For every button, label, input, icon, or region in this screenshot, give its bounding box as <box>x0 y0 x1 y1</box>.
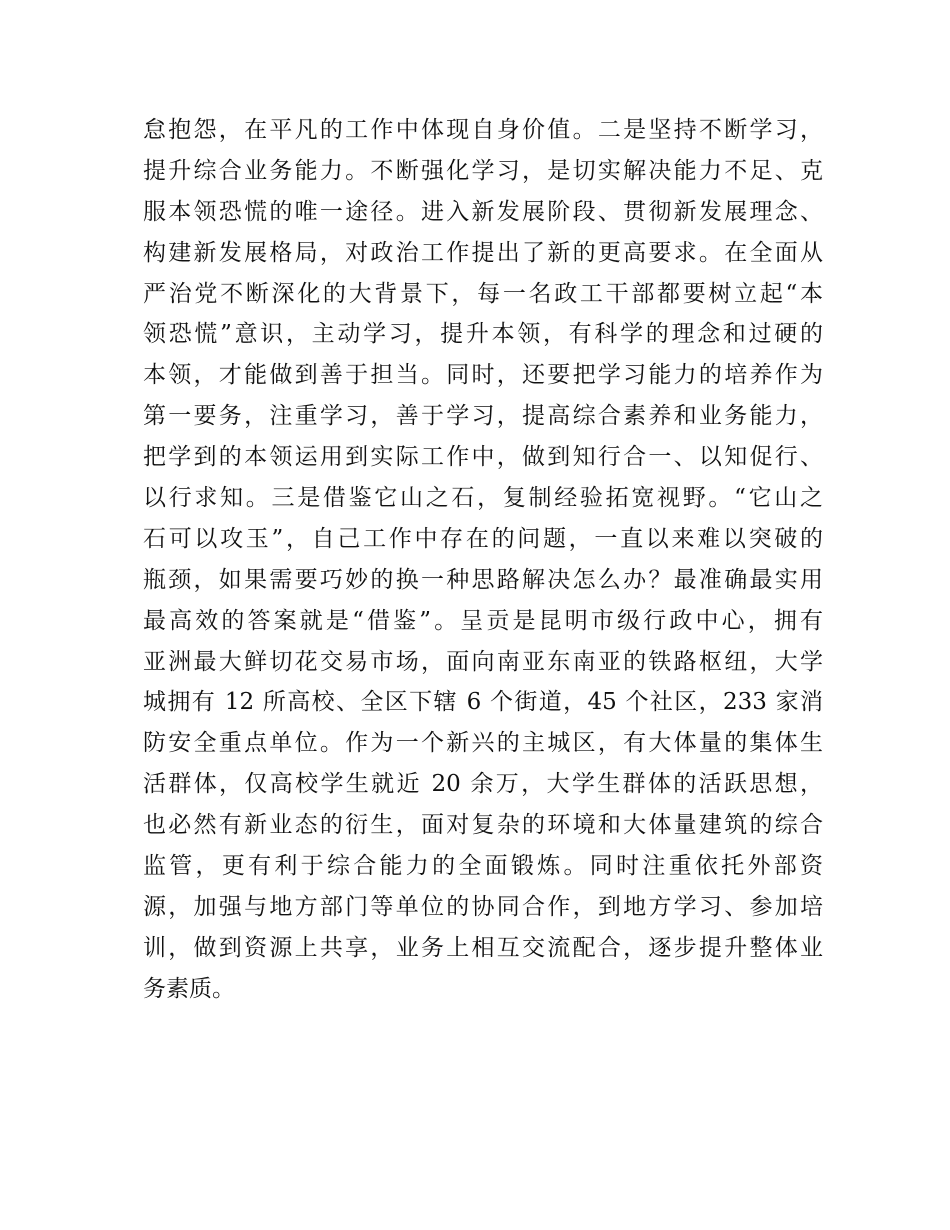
text-line: 领恐慌”意识，主动学习，提升本领，有科学的理念和过硬的 <box>143 321 823 348</box>
text-line: 源，加强与地方部门等单位的协同合作，到地方学习、参加培 <box>143 893 823 920</box>
text-line: 石可以攻玉”，自己工作中存在的问题，一直以来难以突破的 <box>143 525 823 552</box>
text-line: 最高效的答案就是“借鉴”。呈贡是昆明市级行政中心，拥有 <box>143 607 823 634</box>
text-line: 提升综合业务能力。不断强化学习，是切实解决能力不足、克 <box>143 157 823 184</box>
text-line: 训，做到资源上共享，业务上相互交流配合，逐步提升整体业 <box>143 934 823 961</box>
text-line: 本领，才能做到善于担当。同时，还要把学习能力的培养作为 <box>143 362 823 389</box>
text-line: 亚洲最大鲜切花交易市场，面向南亚东南亚的铁路枢纽，大学 <box>143 648 823 675</box>
text-line: 把学到的本领运用到实际工作中，做到知行合一、以知促行、 <box>143 444 823 471</box>
text-line: 也必然有新业态的衍生，面对复杂的环境和大体量建筑的综合 <box>143 812 823 839</box>
text-line: 怠抱怨，在平凡的工作中体现自身价值。二是坚持不断学习， <box>143 117 823 143</box>
text-line: 构建新发展格局，对政治工作提出了新的更高要求。在全面从 <box>143 239 823 266</box>
body-paragraph <box>143 110 823 1010</box>
text-line: 城拥有 12 所高校、全区下辖 6 个街道，45 个社区，233 家消 <box>143 689 823 716</box>
text-line: 以行求知。三是借鉴它山之石，复制经验拓宽视野。“它山之 <box>143 485 823 512</box>
text-line: 严治党不断深化的大背景下，每一名政工干部都要树立起“本 <box>143 280 823 307</box>
text-line: 活群体，仅高校学生就近 20 余万，大学生群体的活跃思想， <box>143 771 823 798</box>
text-line: 第一要务，注重学习，善于学习，提高综合素养和业务能力， <box>143 403 823 430</box>
text-line: 服本领恐慌的唯一途径。进入新发展阶段、贯彻新发展理念、 <box>143 198 823 225</box>
text-line: 监管，更有利于综合能力的全面锻炼。同时注重依托外部资 <box>143 853 823 880</box>
text-line: 瓶颈，如果需要巧妙的换一种思路解决怎么办？最准确最实用 <box>143 566 823 593</box>
text-line: 防安全重点单位。作为一个新兴的主城区，有大体量的集体生 <box>143 730 823 757</box>
text-line: 务素质。 <box>143 975 235 1002</box>
